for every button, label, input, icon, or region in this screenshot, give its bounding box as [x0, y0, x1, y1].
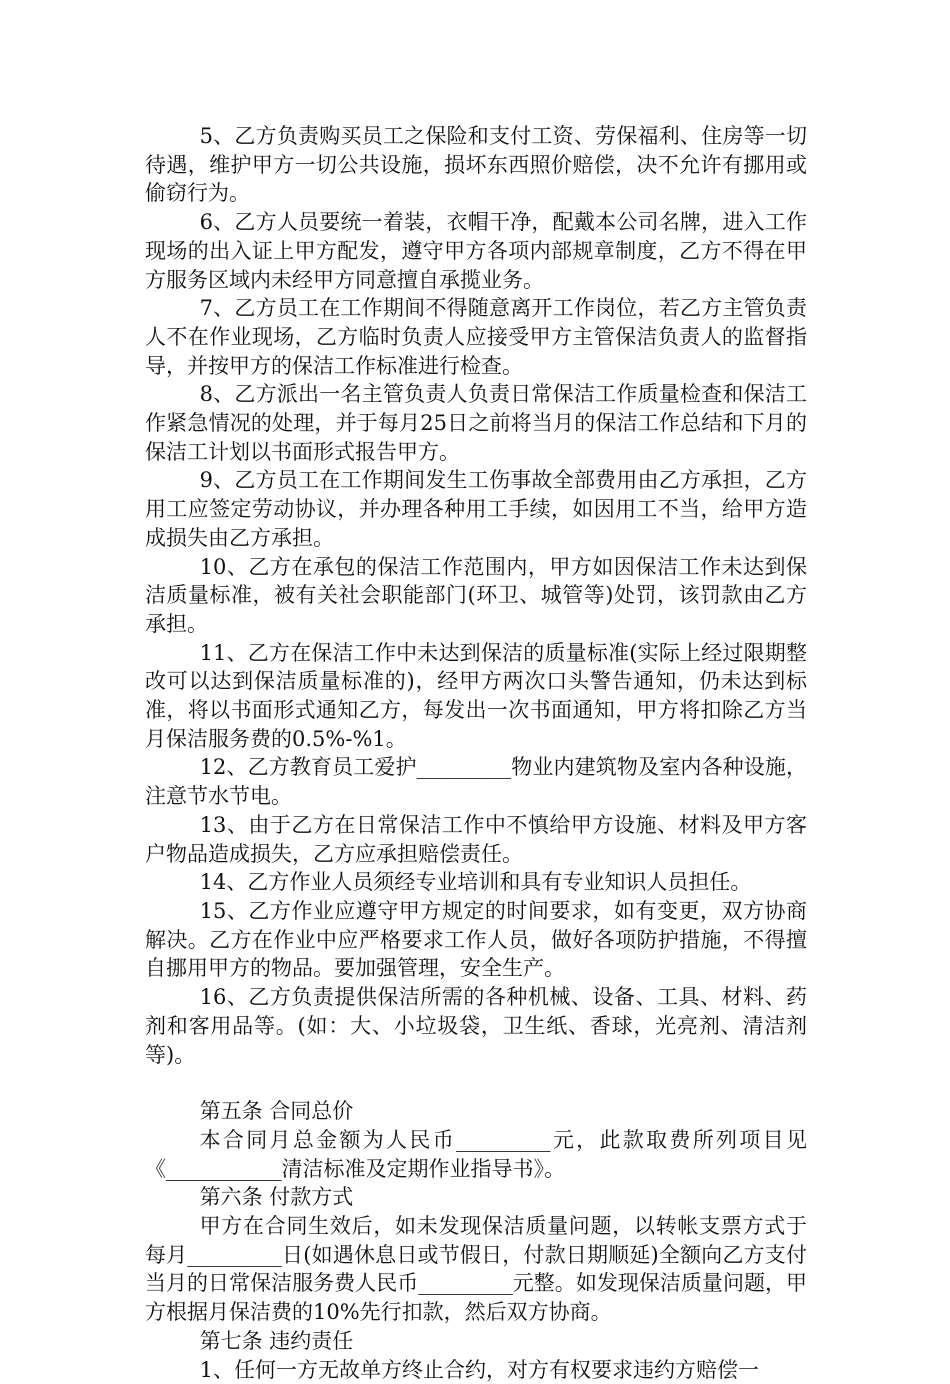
clause-16: 16、乙方负责提供保洁所需的各种机械、设备、工具、材料、药剂和客用品等。(如：大、小垃圾袋，卫生纸、香球，光亮剂、清洁剂等)。 — [145, 985, 807, 1067]
clause-10: 10、乙方在承包的保洁工作范围内，甲方如因保洁工作未达到保洁质量标准，被有关社会职能部门(环卫、城管等)处罚，该罚款由乙方承担。 — [145, 554, 807, 636]
clause-14: 14、乙方作业人员须经专业培训和具有专业知识人员担任。 — [199, 870, 752, 895]
clause-8: 8、乙方派出一名主管负责人负责日常保洁工作质量检查和保洁工作紧急情况的处理，并于每月25日之前将当月的保洁工作总结和下月的保洁工计划以书面形式报告甲方。 — [145, 382, 807, 464]
article-7-heading: 第七条 违约责任 — [199, 1328, 354, 1353]
clause-7: 7、乙方员工在工作期间不得随意离开工作岗位，若乙方主管负责人不在作业现场，乙方临时负责人应接受甲方主管保洁负责人的监督指导，并按甲方的保洁工作标准进行检查。 — [145, 296, 807, 378]
article-5-body: 本合同月总金额为人民币_________元，此款取费所列项目见《___________清洁标准及定期作业指导书》。 — [145, 1127, 807, 1181]
section-spacer — [145, 1069, 807, 1097]
clause-13: 13、由于乙方在日常保洁工作中不慎给甲方设施、材料及甲方客户物品造成损失，乙方应承担赔偿责任。 — [145, 812, 807, 866]
clause-11: 11、乙方在保洁工作中未达到保洁的质量标准(实际上经过限期整改可以达到保洁质量标准的)，经甲方两次口头警告通知，仍未达到标准，将以书面形式通知乙方，每发出一次书面通知，甲方将扣除乙方当月保洁服务费的0.5%-%1。 — [145, 640, 807, 751]
article-7-body: 1、任何一方无故单方终止合约，对方有权要求违约方赔偿一 — [199, 1357, 759, 1382]
article-6-body: 甲方在合同生效后，如未发现保洁质量问题，以转帐支票方式于每月_________日(如遇休息日或节假日，付款日期顺延)全额向乙方支付当月的日常保洁服务费人民币_________元整。如发现保洁质量问题，甲方根据月保洁费的10%先行扣款，然后双方协商。 — [145, 1214, 807, 1325]
clause-6: 6、乙方人员要统一着装，衣帽干净，配戴本公司名牌，进入工作现场的出入证上甲方配发，遵守甲方各项内部规章制度，乙方不得在甲方服务区域内未经甲方同意擅自承揽业务。 — [145, 210, 807, 292]
article-6-heading: 第六条 付款方式 — [199, 1185, 354, 1210]
clause-9: 9、乙方员工在工作期间发生工伤事故全部费用由乙方承担，乙方用工应签定劳动协议，并办理各种用工手续，如因用工不当，给甲方造成损失由乙方承担。 — [145, 468, 807, 550]
clause-5: 5、乙方负责购买员工之保险和支付工资、劳保福利、住房等一切待遇，维护甲方一切公共设施，损坏东西照价赔偿，决不允许有挪用或偷窃行为。 — [145, 124, 807, 206]
article-5-heading: 第五条 合同总价 — [199, 1099, 354, 1124]
clause-15: 15、乙方作业应遵守甲方规定的时间要求，如有变更，双方协商解决。乙方在作业中应严格要求工作人员，做好各项防护措施，不得擅自挪用甲方的物品。要加强管理，安全生产。 — [145, 898, 807, 981]
document-page — [145, 122, 807, 1384]
clause-12: 12、乙方教育员工爱护_________物业内建筑物及室内各种设施，注意节水节电。 — [145, 755, 807, 809]
